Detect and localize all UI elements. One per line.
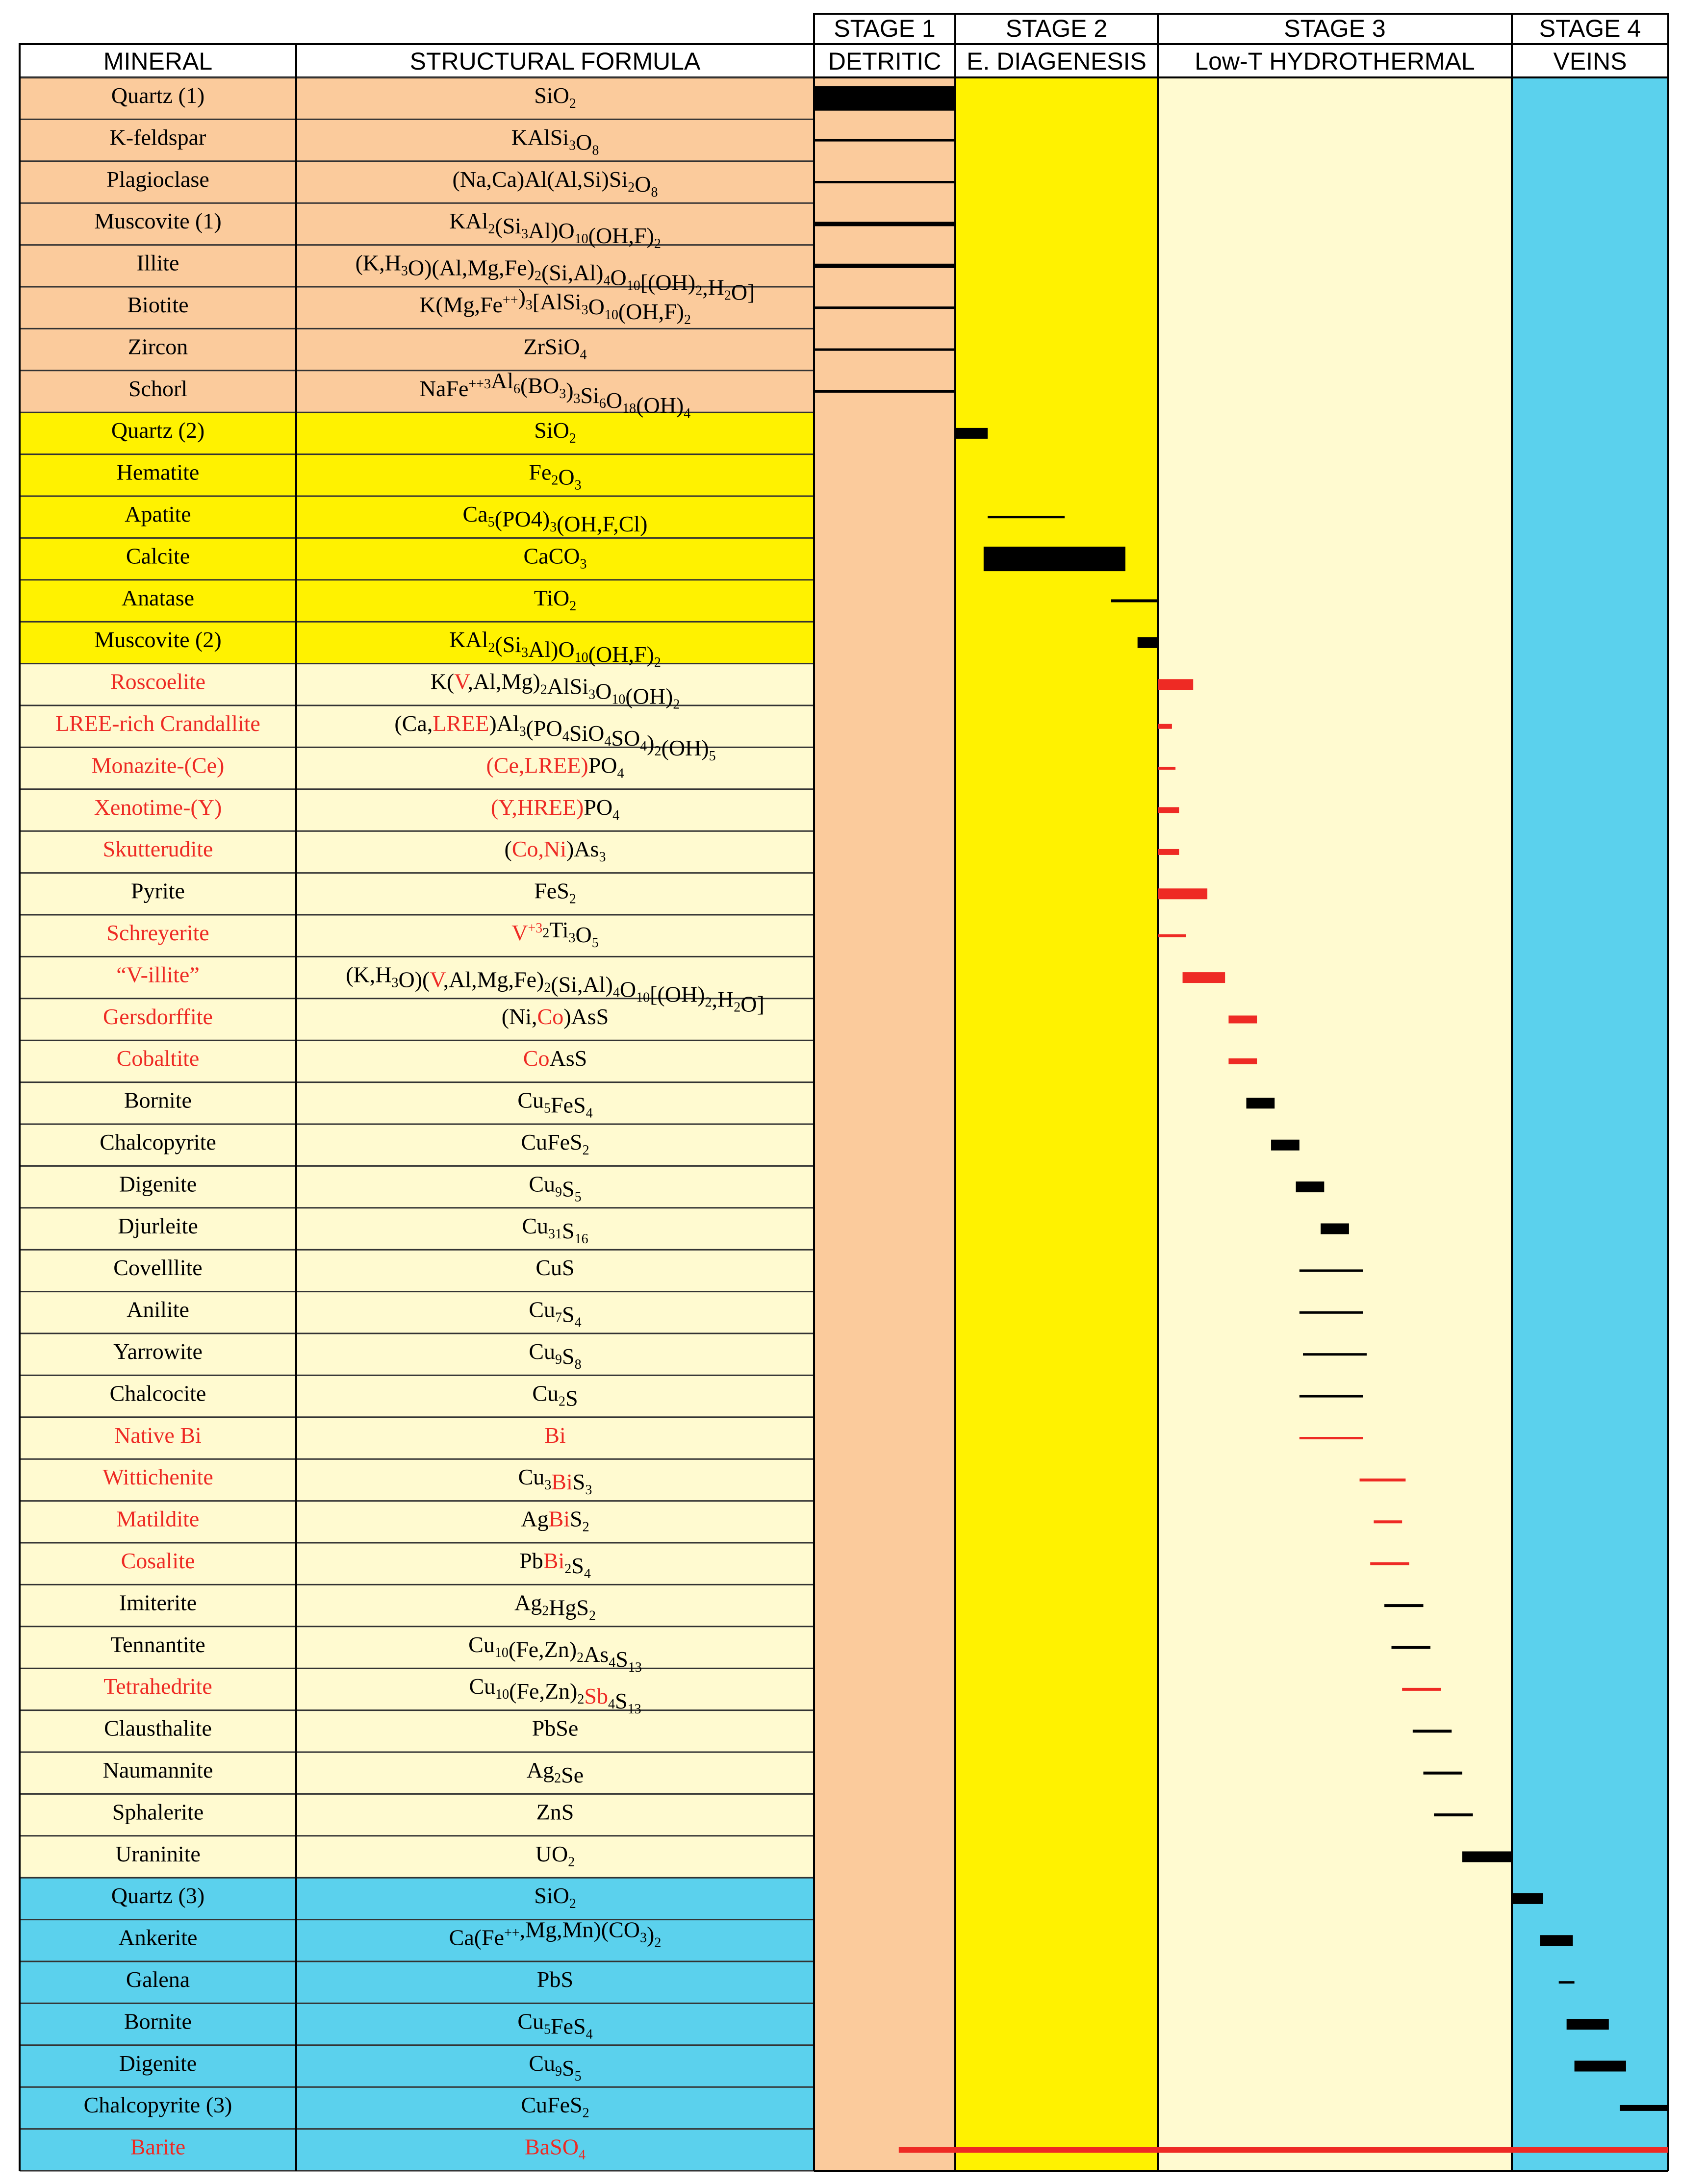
duration-bar bbox=[984, 547, 1125, 571]
structural-formula: $KAlSi_3O_8$ bbox=[511, 125, 599, 158]
structural-formula: $(Na,Ca)Al(Al,Si)Si_2O_8$ bbox=[452, 166, 658, 200]
duration-bar bbox=[1228, 1016, 1257, 1024]
duration-bar bbox=[814, 86, 955, 111]
structural-formula: PbS bbox=[536, 1967, 574, 1992]
structural-formula: $(Ca,LREE)Al_3(PO_4SiO_4SO_4)_2(OH)_5$ bbox=[394, 711, 716, 764]
mineral-name: Chalcopyrite bbox=[100, 1130, 216, 1155]
mineral-name: Digenite bbox=[119, 1171, 197, 1197]
duration-bar bbox=[1158, 679, 1193, 690]
mineral-name: Sphalerite bbox=[112, 1799, 204, 1825]
structural-formula: $(K,H_3O)(Al,Mg,Fe)_2(Si,Al)_4O_{10}[(OH)_2,H_2O]$ bbox=[355, 250, 755, 305]
structural-formula: $Cu_9S_8$ bbox=[529, 1339, 582, 1372]
structural-formula: AgBiS$_2$ bbox=[521, 1506, 589, 1535]
mineral-name: Quartz (1) bbox=[111, 83, 205, 108]
structural-formula: $Cu_9S_5$ bbox=[529, 1171, 582, 1205]
mineral-name: Ankerite bbox=[118, 1925, 198, 1950]
stage-column-4 bbox=[1512, 77, 1668, 2171]
structural-formula: FeS$_2$ bbox=[534, 878, 576, 907]
mineral-name: Naumannite bbox=[102, 1757, 213, 1782]
mineral-name: Roscoelite bbox=[110, 669, 206, 694]
structural-formula: $KAl_2(Si_3Al)O_{10}(OH,F)_2$ bbox=[449, 627, 661, 671]
duration-bar bbox=[1575, 2061, 1626, 2072]
mineral-name: Calcite bbox=[126, 543, 190, 569]
mineral-name: Yarrowite bbox=[113, 1339, 203, 1364]
duration-bar bbox=[1384, 1604, 1423, 1607]
mineral-name: Covelllite bbox=[113, 1255, 203, 1280]
mineral-name: Imiterite bbox=[119, 1590, 197, 1615]
structural-formula: $K(V,Al,Mg)_2AlSi_3O_{10}(OH)_2$ bbox=[430, 669, 680, 712]
mineral-column-header: MINERAL bbox=[103, 48, 213, 75]
mineral-name: Gersdorffite bbox=[103, 1004, 213, 1029]
duration-bar bbox=[1360, 1479, 1406, 1481]
duration-bar bbox=[1462, 1852, 1512, 1862]
mineral-name: Wittichenite bbox=[102, 1464, 213, 1490]
structural-formula: TiO$_2$ bbox=[534, 585, 577, 614]
structural-formula: CuFeS$_2$ bbox=[521, 1130, 589, 1158]
duration-bar bbox=[988, 516, 1065, 518]
duration-bar bbox=[1424, 1772, 1462, 1775]
mineral-name: Anilite bbox=[127, 1297, 189, 1322]
duration-bar bbox=[1413, 1730, 1452, 1732]
duration-bar bbox=[1434, 1813, 1473, 1816]
duration-bar bbox=[1300, 1311, 1363, 1314]
structural-formula: $(Y,HREE)PO_4$ bbox=[490, 794, 620, 823]
duration-bar bbox=[1111, 600, 1158, 602]
duration-bar bbox=[1300, 1395, 1363, 1398]
mineral-name: Muscovite (2) bbox=[94, 627, 222, 653]
stage-label: STAGE 1 bbox=[834, 15, 936, 42]
duration-bar bbox=[814, 264, 955, 268]
structural-formula: $Cu_5FeS_4$ bbox=[517, 2008, 593, 2042]
duration-bar bbox=[1183, 972, 1225, 983]
structural-formula: SiO$_2$ bbox=[534, 83, 576, 111]
structural-formula: $Ca(Fe^{++},Mg,Mn)(CO_3)_2$ bbox=[449, 1917, 662, 1951]
duration-bar bbox=[1228, 1058, 1257, 1064]
structural-formula: $NaFe^{++3}Al_6(BO_3)_3Si_6O_{18}(OH)_4$ bbox=[419, 368, 691, 421]
structural-formula: $Ag_2Se$ bbox=[526, 1757, 584, 1787]
stage-name: DETRITIC bbox=[828, 48, 942, 75]
duration-bar bbox=[1158, 849, 1179, 855]
duration-bar bbox=[1620, 2105, 1668, 2111]
mineral-name: Plagioclase bbox=[106, 166, 209, 192]
structural-formula: CoAsS bbox=[523, 1046, 587, 1071]
duration-bar bbox=[1300, 1437, 1363, 1439]
duration-bar bbox=[1158, 767, 1175, 770]
structural-formula: $Cu_5FeS_4$ bbox=[517, 1087, 593, 1121]
mineral-name: Anatase bbox=[121, 585, 195, 610]
mineral-name: Cobaltite bbox=[116, 1046, 200, 1071]
structural-formula: $Cu_7S_4$ bbox=[529, 1297, 582, 1330]
duration-bar bbox=[814, 222, 955, 226]
duration-bar bbox=[1158, 934, 1186, 937]
mineral-name: Bornite bbox=[124, 1087, 192, 1113]
mineral-name: Clausthalite bbox=[104, 1715, 212, 1741]
mineral-name: Matildite bbox=[116, 1506, 200, 1531]
mineral-name: Biotite bbox=[127, 292, 189, 317]
duration-bar bbox=[814, 306, 955, 309]
mineral-name: Schreyerite bbox=[106, 920, 209, 945]
mineral-name: Hematite bbox=[116, 459, 200, 485]
mineral-name: Pyrite bbox=[131, 878, 185, 904]
duration-bar bbox=[814, 349, 955, 351]
mineral-name: Schorl bbox=[128, 376, 188, 401]
structural-formula: $Ag_2HgS_2$ bbox=[514, 1590, 596, 1624]
duration-bar bbox=[1559, 1981, 1575, 1983]
duration-bar bbox=[1296, 1181, 1325, 1192]
duration-bar bbox=[1158, 888, 1207, 899]
structural-formula: $Cu_3BiS_3$ bbox=[518, 1464, 592, 1498]
duration-bar bbox=[1271, 1140, 1300, 1151]
mineral-name: “V-illite” bbox=[116, 962, 200, 987]
mineral-name: Tennantite bbox=[110, 1632, 205, 1657]
duration-bar bbox=[1392, 1646, 1430, 1649]
duration-bar bbox=[1303, 1353, 1367, 1356]
duration-bar bbox=[814, 181, 955, 183]
mineral-name: Galena bbox=[126, 1967, 190, 1992]
duration-bar bbox=[899, 2147, 1668, 2153]
duration-bar bbox=[1370, 1562, 1409, 1565]
mineral-name: Digenite bbox=[119, 2050, 197, 2076]
duration-bar bbox=[1540, 1935, 1573, 1946]
structural-formula: SiO$_2$ bbox=[534, 1883, 576, 1912]
structural-formula: CaCO$_3$ bbox=[523, 543, 587, 572]
mineral-name: Bornite bbox=[124, 2008, 192, 2034]
structural-formula: $KAl_2(Si_3Al)O_{10}(OH,F)_2$ bbox=[449, 208, 661, 252]
structural-formula: $K(Mg,Fe^{++})_3[AlSi_3O_{10}(OH,F)_2$ bbox=[419, 284, 691, 327]
duration-bar bbox=[1512, 1893, 1543, 1904]
duration-bar bbox=[1321, 1224, 1349, 1234]
structural-formula: $Cu_2S$ bbox=[532, 1381, 578, 1411]
duration-bar bbox=[1300, 1269, 1363, 1272]
duration-bar bbox=[814, 139, 955, 142]
mineral-name: Monazite-(Ce) bbox=[91, 753, 225, 778]
structural-formula: $Ca_5(PO4)_3(OH,F,Cl)$ bbox=[462, 502, 648, 536]
duration-bar bbox=[814, 390, 955, 393]
structural-formula: SiO$_2$ bbox=[534, 418, 576, 447]
structural-formula: $UO_2$ bbox=[535, 1841, 575, 1870]
mineral-name: Quartz (2) bbox=[111, 418, 205, 443]
mineral-name: Skutterudite bbox=[102, 836, 213, 862]
mineral-name: Xenotime-(Y) bbox=[94, 794, 222, 820]
mineral-name: Uraninite bbox=[115, 1841, 201, 1866]
structural-formula: PbSe bbox=[532, 1715, 579, 1741]
structural-formula: $PbBi_2S_4$ bbox=[519, 1548, 591, 1582]
formula-column-header: STRUCTURAL FORMULA bbox=[409, 48, 701, 75]
structural-formula: (Ni,Co)AsS bbox=[501, 1004, 609, 1029]
duration-bar bbox=[1158, 724, 1172, 729]
mineral-name: K-feldspar bbox=[109, 125, 206, 150]
mineral-name: Chalcocite bbox=[109, 1381, 206, 1406]
structural-formula: BaSO$_4$ bbox=[525, 2134, 586, 2163]
duration-bar bbox=[955, 428, 988, 439]
duration-bar bbox=[1374, 1520, 1402, 1523]
duration-bar bbox=[1402, 1688, 1441, 1691]
mineral-name: Chalcopyrite (3) bbox=[83, 2092, 232, 2118]
mineral-name: Illite bbox=[136, 250, 179, 276]
mineral-name: Cosalite bbox=[121, 1548, 195, 1573]
mineral-name: LREE-rich Crandallite bbox=[55, 711, 260, 736]
mineral-name: Barite bbox=[130, 2134, 186, 2159]
stage-name: E. DIAGENESIS bbox=[967, 48, 1147, 75]
structural-formula: $Cu_9S_5$ bbox=[529, 2050, 582, 2084]
duration-bar bbox=[1158, 807, 1179, 813]
stage-label: STAGE 2 bbox=[1005, 15, 1108, 42]
mineral-name: Native Bi bbox=[114, 1422, 202, 1448]
mineral-name: Djurleite bbox=[118, 1213, 198, 1238]
structural-formula: CuFeS$_2$ bbox=[521, 2092, 589, 2121]
structural-formula: Bi bbox=[544, 1422, 566, 1448]
structural-formula: ZnS bbox=[536, 1799, 574, 1825]
mineral-name: Quartz (3) bbox=[111, 1883, 205, 1908]
stage-column-2 bbox=[955, 77, 1158, 2171]
mineral-name: Tetrahedrite bbox=[103, 1674, 212, 1699]
duration-bar bbox=[1138, 637, 1158, 648]
structural-formula: $(K,H_3O)(V,Al,Mg,Fe)_2(Si,Al)_4O_{10}[(OH)_2,H_2O]$ bbox=[346, 962, 765, 1017]
mineral-name: Zircon bbox=[127, 334, 188, 359]
stage-name: VEINS bbox=[1553, 48, 1627, 75]
structural-formula: $Cu_{10}(Fe,Zn)_2Sb_4S_{13}$ bbox=[469, 1674, 641, 1717]
stage-column-3 bbox=[1158, 77, 1512, 2171]
duration-bar bbox=[1567, 2019, 1609, 2030]
structural-formula: $Cu_{31}S_{16}$ bbox=[522, 1213, 588, 1247]
structural-formula: $(Ce,LREE)PO_4$ bbox=[486, 753, 624, 781]
structural-formula: ZrSiO$_4$ bbox=[523, 334, 587, 363]
structural-formula: $Cu_{10}(Fe,Zn)_2As_4S_{13}$ bbox=[468, 1632, 642, 1675]
structural-formula: $Fe_2O_3$ bbox=[529, 459, 582, 493]
stage-label: STAGE 4 bbox=[1539, 15, 1641, 42]
mineral-name: Apatite bbox=[125, 502, 191, 527]
structural-formula: $(Co,Ni)As_3$ bbox=[504, 836, 606, 865]
duration-bar bbox=[1247, 1098, 1275, 1108]
structural-formula: CuS bbox=[535, 1255, 575, 1280]
stage-name: Low-T HYDROTHERMAL bbox=[1195, 48, 1475, 75]
structural-formula: $V^{+3}_2Ti_3O_5$ bbox=[511, 917, 599, 951]
mineral-name: Muscovite (1) bbox=[94, 208, 222, 234]
stage-label: STAGE 3 bbox=[1284, 15, 1386, 42]
